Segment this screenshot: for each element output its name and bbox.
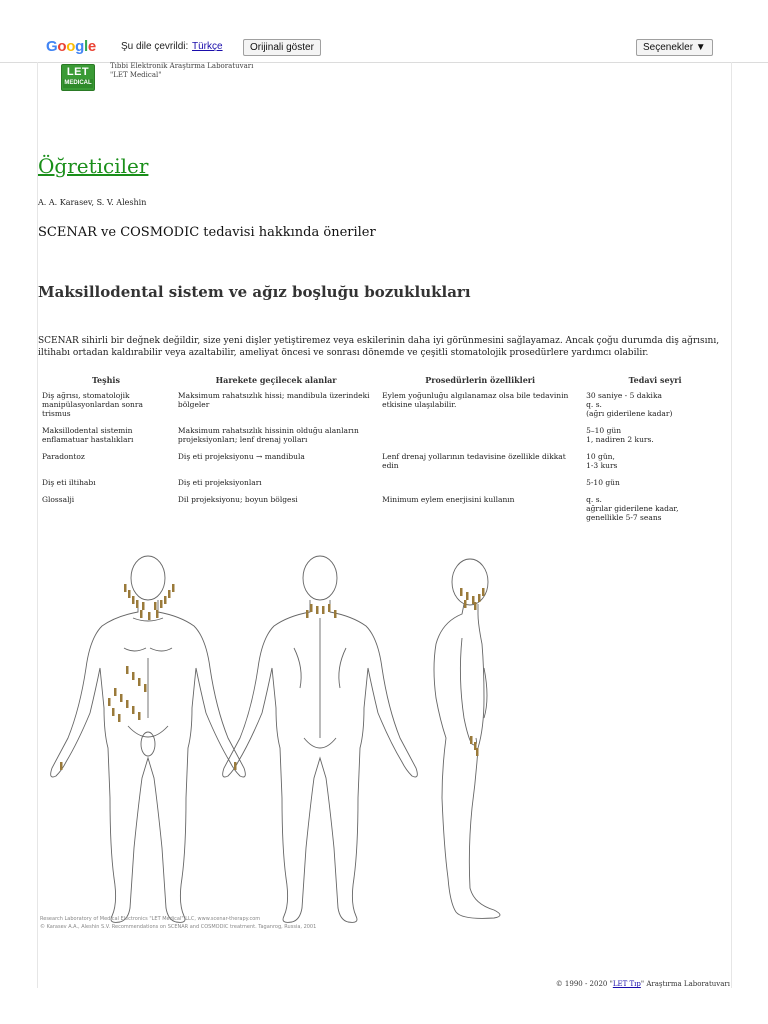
table-cell: Paradontoz — [42, 452, 85, 461]
table-cell: q. s. ağrılar giderilene kadar, genellikle 5-7 seans — [586, 495, 679, 522]
treatment-marker — [310, 604, 313, 612]
treatment-marker — [464, 600, 467, 608]
treatment-marker — [142, 602, 145, 610]
treatment-marker — [164, 596, 167, 604]
google-logo-letter: o — [66, 38, 76, 55]
show-original-button[interactable]: Orijinali göster — [243, 39, 321, 56]
column-header: Prosedürlerin özellikleri — [425, 375, 536, 385]
google-logo-letter: g — [75, 38, 84, 55]
treatment-marker — [126, 700, 129, 708]
table-header-row — [38, 376, 728, 391]
table-cell: 5–10 gün 1, nadiren 2 kurs. — [586, 426, 654, 444]
section-heading: Maksillodental sistem ve ağız boşluğu bozuklukları — [38, 283, 471, 301]
treatment-marker — [140, 610, 143, 618]
treatment-marker — [114, 688, 117, 696]
table-cell: Maksimum rahatsızlık hissi; mandibula üzerindeki bölgeler — [177, 391, 370, 409]
org-name: Tıbbi Elektronik Araştırma Laboratuvarı — [110, 62, 254, 70]
table-cell: 30 saniye - 5 dakika q. s. (ağrı giderilene kadar) — [586, 391, 673, 418]
page-title[interactable]: Öğreticiler — [38, 154, 149, 178]
google-logo[interactable] — [46, 38, 96, 55]
treatment-marker — [306, 610, 309, 618]
treatment-marker — [120, 694, 123, 702]
treatment-table — [38, 376, 728, 530]
footer-prefix: © 1990 - 2020 " — [555, 980, 613, 988]
table-cell: Maksimum rahatsızlık hissinin olduğu alanların projeksiyonları; lenf drenaj yolları — [177, 426, 359, 444]
table-cell — [378, 426, 582, 452]
treatment-marker — [460, 588, 463, 596]
column-header: Harekete geçilecek alanlar — [215, 375, 337, 385]
back-body-outline — [223, 556, 418, 922]
treatment-marker — [466, 592, 469, 600]
translate-bar — [0, 0, 768, 63]
treatment-marker — [118, 714, 121, 722]
column-header: Teşhis — [91, 375, 120, 385]
body-outlines — [51, 556, 500, 922]
treatment-marker — [136, 600, 139, 608]
treatment-marker — [322, 606, 325, 614]
table-cell: Diş eti projeksiyonu → mandibula — [177, 452, 305, 461]
treatment-marker — [128, 590, 131, 598]
side-body-outline — [434, 559, 500, 918]
treatment-marker — [124, 584, 127, 592]
column-header: Tedavi seyri — [628, 375, 682, 385]
treatment-marker — [156, 610, 159, 618]
table-row — [38, 391, 728, 426]
table-row — [38, 452, 728, 478]
treatment-marker — [234, 762, 237, 770]
logo-text-bottom: MEDICAL — [64, 80, 92, 86]
org-subname: "LET Medical" — [110, 71, 162, 79]
table-cell: Glossalji — [42, 495, 75, 504]
footer-suffix: " Araştırma Laboratuvarı — [640, 980, 730, 988]
footer-link[interactable]: LET Tıp — [612, 980, 641, 988]
footer — [556, 980, 730, 988]
treatment-marker — [328, 604, 331, 612]
google-logo-letter: G — [46, 38, 58, 55]
treatment-marker — [482, 588, 485, 596]
treatment-marker — [132, 672, 135, 680]
table-cell: Eylem yoğunluğu algılanamaz olsa bile tedavinin etkisine ulaşılabilir. — [382, 391, 569, 409]
table-cell: Dil projeksiyonu; boyun bölgesi — [177, 495, 298, 504]
treatment-marker — [154, 602, 157, 610]
figure-copyright: © Karasev A.A., Aleshin S.V. Recommendations on SCENAR and COSMODIC treatment. Taganrog, Russia, 2001 — [40, 924, 317, 930]
treatment-marker — [138, 678, 141, 686]
table-cell: Diş eti projeksiyonları — [177, 478, 262, 487]
front-body-outline — [51, 556, 246, 922]
table-cell: Lenf drenaj yollarının tedavisine özellikle dikkat edin — [382, 452, 566, 470]
treatment-marker — [132, 706, 135, 714]
treatment-marker — [60, 762, 63, 770]
translated-to-label: Şu dile çevrildi: — [121, 41, 189, 52]
table-row — [38, 478, 728, 495]
treatment-marker — [172, 584, 175, 592]
body-zones-figure — [38, 548, 730, 938]
logo-text-top: LET — [66, 66, 90, 78]
treatment-marker — [144, 684, 147, 692]
table-cell: Diş ağrısı, stomatolojik manipülasyonlardan sonra trismus — [42, 391, 143, 418]
table-cell: Minimum eylem enerjisini kullanın — [382, 495, 515, 504]
treatment-marker — [470, 736, 473, 744]
target-language-link[interactable]: Türkçe — [192, 41, 223, 52]
table-row — [38, 426, 728, 452]
treatment-marker — [168, 590, 171, 598]
subtitle: SCENAR ve COSMODIC tedavisi hakkında öneriler — [38, 225, 376, 240]
intro-paragraph: SCENAR sihirli bir değnek değildir, size yeni dişler yetiştiremez veya eskilerinin daha iyi görünmesini sağlayamaz. Ancak çoğu durumda diş ağrısını, iltihabı ortadan kaldırabilir veya azaltabilir, ameliyat öncesi ve sonrası dönemde ve çeşitli stomatolojik prosedürlere yardımcı olabilir. — [38, 336, 720, 358]
treatment-marker — [148, 612, 151, 620]
treatment-marker — [476, 748, 479, 756]
authors: A. A. Karasev, S. V. Aleshin — [38, 198, 147, 207]
options-button[interactable]: Seçenekler ▼ — [636, 39, 713, 56]
table-row — [38, 495, 728, 530]
table-cell — [378, 478, 582, 495]
treatment-marker — [316, 606, 319, 614]
treatment-markers — [60, 584, 485, 770]
table-cell: Maksillodental sistemin enflamatuar hastalıkları — [42, 426, 134, 444]
table-cell: 5-10 gün — [586, 478, 620, 487]
treatment-marker — [132, 596, 135, 604]
let-medical-logo[interactable] — [61, 64, 95, 91]
treatment-marker — [334, 610, 337, 618]
treatment-marker — [112, 708, 115, 716]
treatment-marker — [138, 712, 141, 720]
treatment-marker — [474, 602, 477, 610]
google-logo-letter: o — [57, 38, 67, 55]
treatment-marker — [160, 600, 163, 608]
treatment-marker — [126, 666, 129, 674]
google-logo-letter: l — [84, 38, 88, 55]
google-logo-letter: e — [87, 38, 96, 55]
treatment-marker — [478, 594, 481, 602]
table-cell: Diş eti iltihabı — [42, 478, 96, 487]
table-cell: 10 gün, 1-3 kurs — [586, 452, 618, 470]
figure-caption: Research Laboratory of Medical Electronics "LET Medical" LLC, www.scenar-therapy.com — [40, 916, 261, 922]
treatment-marker — [108, 698, 111, 706]
